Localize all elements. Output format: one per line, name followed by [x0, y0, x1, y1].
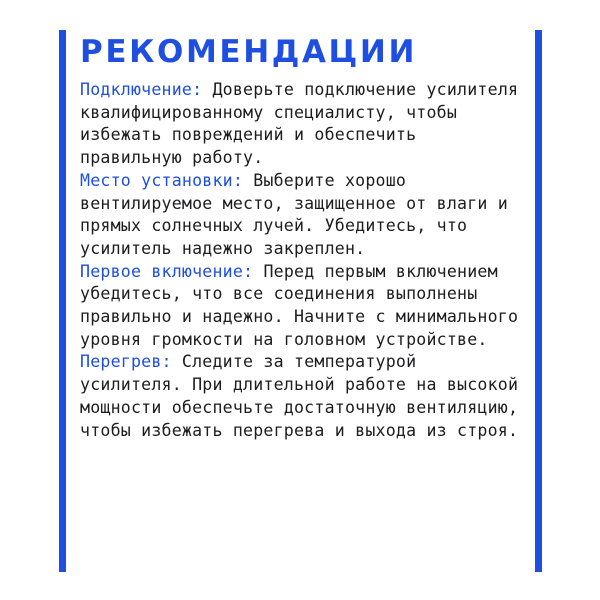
page-title: РЕКОМЕНДАЦИИ — [80, 34, 418, 70]
recommendation-connection — [80, 79, 528, 170]
recommendation-label: Первое включение: — [80, 261, 254, 281]
frame-left-bar — [59, 30, 66, 572]
recommendation-text: Выберите хорошо вентилируемое место, защищенное от влаги и прямых солнечных лучей. Убедитесь, что усилитель надежно закреплен. — [80, 170, 508, 258]
recommendation-label: Перегрев: — [80, 352, 172, 372]
recommendation-text: Следите за температурой усилителя. При длительной работе на высокой мощности обеспечьте достаточную вентиляцию, чтобы избежать перегрева и выхода из строя. — [80, 352, 519, 440]
frame-right-bar — [535, 30, 542, 572]
recommendation-first-power-on — [80, 261, 528, 352]
recommendation-text: Перед первым включением убедитесь, что все соединения выполнены правильно и надежно. Начните с минимального уровня громкости на головном устройстве. — [80, 261, 519, 349]
recommendation-label: Место установки: — [80, 170, 244, 190]
recommendation-installation-place — [80, 170, 528, 261]
recommendations-list — [80, 79, 528, 442]
recommendation-text: Доверьте подключение усилителя квалифицированному специалисту, чтобы избежать повреждений и обеспечить правильную работу. — [80, 80, 519, 168]
recommendation-overheating — [80, 351, 528, 442]
recommendation-label: Подключение: — [80, 80, 203, 99]
